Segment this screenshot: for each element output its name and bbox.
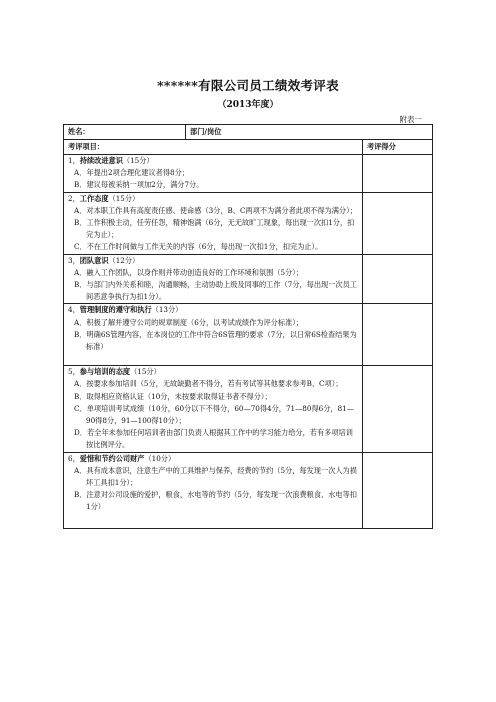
spacer — [68, 353, 358, 365]
criterion-item: A．积极了解并遵守公司的规章制度（6分，以考试成绩作为评分标准）； — [74, 317, 303, 327]
section-cell — [64, 254, 363, 304]
criterion-item: B．注意对公司设施的爱护，粮食，水电等的节约（5分，每发现一次浪费粮食、水电等扣1分） — [74, 490, 357, 512]
section-row — [64, 155, 433, 193]
item-header-row — [64, 140, 433, 155]
dept-cell[interactable] — [186, 125, 433, 140]
criterion-item: B．取得相应资格认证（10分，未按要求取得证书者不得分）； — [74, 391, 272, 401]
score-cell[interactable] — [363, 366, 433, 452]
section-cell — [64, 192, 363, 254]
criterion-item: A．对本职工作具有高度责任感、使命感（3分，B、C两项不为满分者此项不得为满分）； — [74, 205, 357, 215]
spacer — [68, 514, 358, 528]
section-title: 2，工作态度（15分） — [68, 193, 140, 203]
section-cell — [64, 452, 363, 528]
section-title: 4，管理制度的遵守和执行（13分） — [68, 305, 183, 315]
criterion-item: B．建议每被采纳一项加2分，满分7分。 — [74, 180, 204, 190]
score-cell[interactable] — [363, 155, 433, 193]
section-title: 5，参与培训的态度（15分） — [68, 367, 161, 377]
name-label: 姓名： — [68, 126, 90, 136]
criterion-item: D．若全年未参加任何培训者由部门负责人根据其工作中的学习能力给分，若有多项培训按比例评分。 — [74, 428, 353, 450]
section-title: 1，持续改进意识（15分） — [68, 156, 154, 165]
section-cell — [64, 366, 363, 452]
section-row — [64, 304, 433, 366]
dept-label: 部门/岗位 — [190, 126, 222, 136]
item-header-label: 考评项目： — [68, 141, 104, 151]
section-title: 6，爱惜和节约公司财产（10分） — [68, 453, 176, 463]
appendix-label: 附表一 — [399, 115, 422, 124]
item-header-cell — [64, 140, 363, 155]
section-cell — [64, 304, 363, 366]
name-row — [64, 125, 433, 140]
page-title: ******有限公司员工绩效考评表 — [157, 78, 339, 93]
criterion-item: A．按要求参加培训（5分，无故缺勤者不得分，若有考试等其他要求参考B、C项）； — [74, 379, 343, 389]
page-subtitle: （2013年度） — [217, 100, 279, 110]
score-header-cell — [363, 140, 433, 155]
score-cell[interactable] — [363, 304, 433, 366]
section-title: 3，团队意识（12分） — [68, 255, 140, 265]
section-row — [64, 254, 433, 304]
criterion-item: B．工作积极主动，任劳任怨，精神饱满（6分，无无故旷工现象，每出现一次扣1分，扣完为止）； — [74, 218, 355, 240]
section-row — [64, 192, 433, 254]
score-cell[interactable] — [363, 452, 433, 528]
criterion-item: C．单项培训考试成绩（10分，60分以下不得分，60—70得4分，71—80得6分，81—90得8分，91—100得10分）； — [74, 403, 354, 426]
criterion-item: B．明确6S管理内容，在本岗位的工作中符合6S管理的要求（7分，以日常6S检查结果为标准） — [74, 329, 357, 352]
score-cell[interactable] — [363, 254, 433, 304]
criterion-item: A．年提出2项合理化建议者得8分； — [74, 168, 189, 178]
criterion-item: C．不在工作时间做与工作无关的内容（6分，每出现一次扣1分，扣完为止）。 — [74, 242, 323, 252]
evaluation-table — [63, 124, 433, 529]
section-cell — [64, 155, 363, 193]
section-row — [64, 452, 433, 528]
name-cell[interactable] — [64, 125, 186, 140]
score-header-label: 考评得分 — [367, 141, 396, 151]
score-cell[interactable] — [363, 192, 433, 254]
criterion-item: A．融入工作团队，以身作则并带动创造良好的工作环境和氛围（5分）； — [74, 267, 303, 277]
criterion-item: B．与部门内外关系和睦，沟通顺畅，主动协助上级及同事的工作（7分，每出现一次员工间恶意争执行为扣1分）。 — [74, 280, 357, 302]
section-row — [64, 366, 433, 452]
criterion-item: A．具有成本意识，注意生产中的工具维护与保养，经费的节约（5分，每发现一次人为损坏工具扣1分）； — [74, 465, 357, 488]
